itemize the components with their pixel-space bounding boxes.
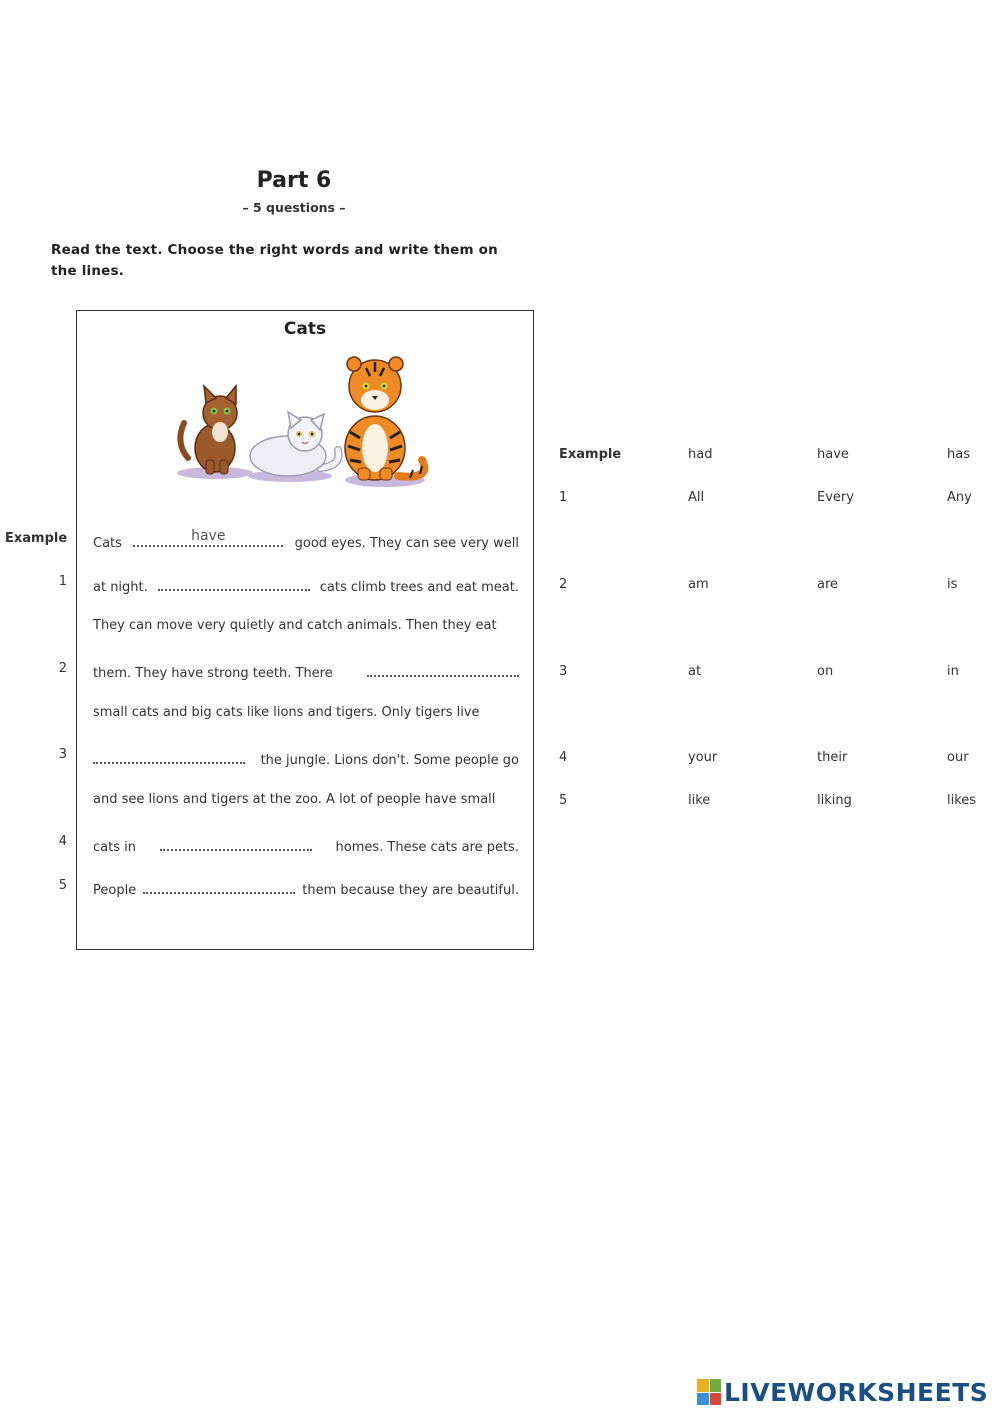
story-line-3	[93, 748, 519, 768]
option-choice: at	[688, 664, 702, 679]
option-choice: our	[947, 750, 969, 765]
option-choice: have	[817, 447, 849, 462]
option-choice: liking	[817, 793, 852, 808]
option-choice: All	[688, 490, 705, 505]
story-text: them because they are beautiful.	[302, 883, 519, 898]
story-text: homes. These cats are pets.	[335, 840, 519, 855]
option-choice: on	[817, 664, 834, 679]
story-text: cats in	[93, 840, 136, 855]
option-choice: Every	[817, 490, 854, 505]
option-choice: has	[947, 447, 970, 462]
option-row-label-4: 4	[559, 750, 568, 765]
part-title: Part 6	[256, 168, 332, 193]
story-text: good eyes. They can see very well	[294, 536, 519, 551]
story-text: small cats and big cats like lions and tigers. Only tigers live	[93, 705, 480, 720]
row-label-3: 3	[58, 747, 67, 762]
story-text: They can move very quietly and catch animals. Then they eat	[93, 618, 497, 633]
option-choice: Any	[947, 490, 972, 505]
option-choice: likes	[947, 793, 977, 808]
answer-blank-4[interactable]	[160, 835, 312, 851]
part-subtitle: – 5 questions –	[242, 200, 346, 215]
row-label-1: 1	[58, 574, 67, 589]
instructions: Read the text. Choose the right words and write them on the lines.	[51, 242, 498, 279]
story-line-1	[93, 575, 519, 595]
option-choice: are	[817, 577, 839, 592]
answer-blank-3[interactable]	[93, 748, 245, 764]
option-row-label-2: 2	[559, 577, 568, 592]
story-text: and see lions and tigers at the zoo. A lot of people have small	[93, 792, 496, 807]
option-choice: your	[688, 750, 718, 765]
story-text: them. They have strong teeth. There	[93, 666, 333, 681]
story-text: at night.	[93, 580, 148, 595]
option-choice: had	[688, 447, 713, 462]
story-line-2	[93, 661, 519, 681]
tiger-icon	[345, 357, 424, 480]
story-text: cats climb trees and eat meat.	[319, 580, 519, 595]
story-line-4	[93, 835, 519, 855]
story-title: Cats	[283, 319, 327, 339]
story-line-example	[93, 528, 519, 551]
row-label-4: 4	[58, 834, 67, 849]
option-row-label-3: 3	[559, 664, 568, 679]
row-label-example: Example	[5, 531, 68, 546]
option-row-label-5: 5	[559, 793, 568, 808]
option-choice: in	[947, 664, 959, 679]
row-label-2: 2	[58, 661, 67, 676]
answer-blank-1[interactable]	[158, 575, 310, 591]
option-row-label-example: Example	[559, 447, 622, 462]
story-line	[93, 792, 519, 807]
answer-blank-2[interactable]	[367, 661, 519, 677]
option-row-label-1: 1	[559, 490, 568, 505]
option-choice: is	[947, 577, 958, 592]
brown-cat-icon	[180, 386, 237, 474]
story-text: Cats	[93, 536, 122, 551]
example-answer: have	[191, 528, 226, 544]
option-choice: am	[688, 577, 709, 592]
story-line	[93, 705, 519, 720]
story-line	[93, 618, 519, 633]
liveworksheets-logo[interactable]	[697, 1377, 988, 1407]
white-cat-icon	[250, 412, 339, 476]
story-text: the jungle. Lions don't. Some people go	[260, 753, 519, 768]
logo-text: LIVEWORKSHEETS	[724, 1377, 989, 1407]
option-choice: their	[817, 750, 848, 765]
answer-blank-5[interactable]	[143, 878, 295, 894]
liveworksheets-logo-icon	[697, 1379, 721, 1405]
story-text: People	[93, 883, 137, 898]
row-label-5: 5	[58, 878, 67, 893]
option-choice: like	[688, 793, 711, 808]
answer-blank-example	[133, 528, 283, 547]
story-line-5	[93, 878, 519, 898]
cats-illustration	[170, 348, 440, 496]
